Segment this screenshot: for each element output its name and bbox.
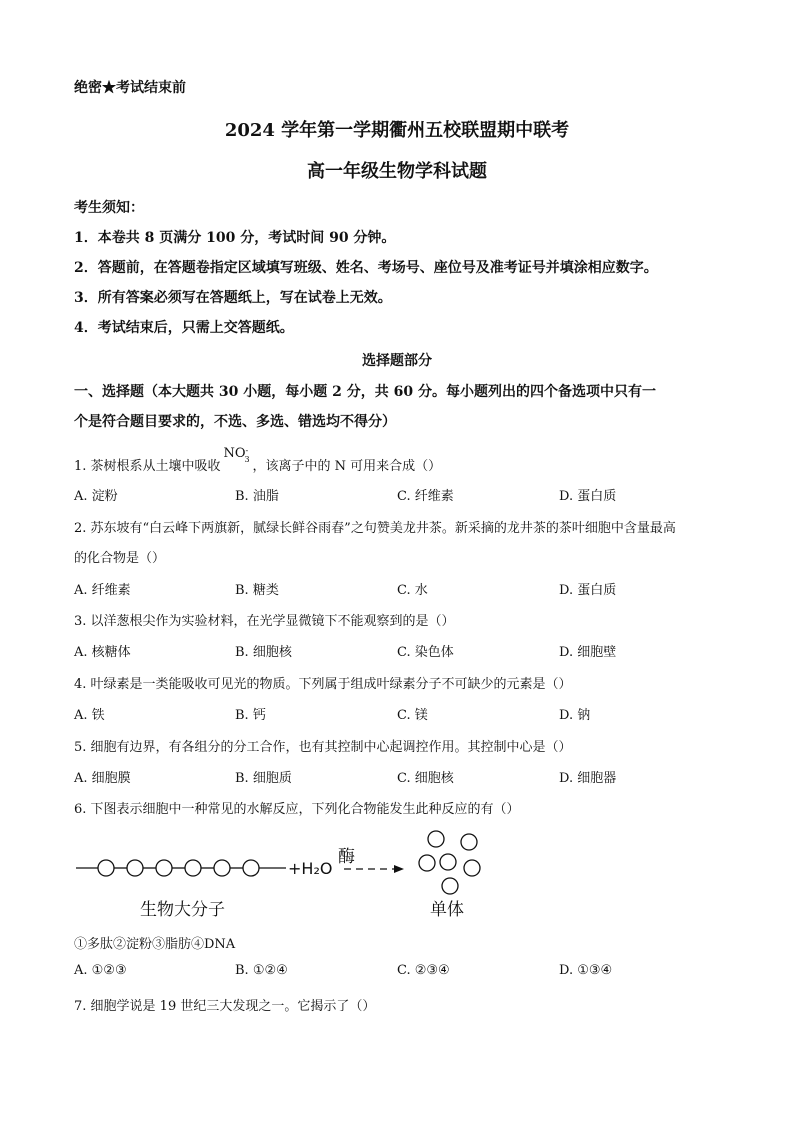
monomer-group bbox=[419, 831, 480, 894]
option-b: B. 细胞质 bbox=[235, 771, 292, 786]
option-c: C. 细胞核 bbox=[397, 771, 454, 786]
question-stem-5: 5. 细胞有边界，有各组分的分工合作，也有其控制中心起调控作用。其控制中心是（） bbox=[74, 740, 572, 755]
exam-subtitle: 高一年级生物学科试题 bbox=[307, 161, 487, 182]
reaction-arrowhead bbox=[394, 865, 404, 873]
option-d: D. 细胞器 bbox=[559, 771, 617, 786]
option-a: A. 细胞膜 bbox=[74, 771, 131, 786]
option-a: A. 纤维素 bbox=[74, 583, 131, 598]
option-d: D. ①③④ bbox=[559, 963, 613, 978]
option-a: A. 核糖体 bbox=[74, 645, 131, 660]
option-c: C. 染色体 bbox=[397, 645, 454, 660]
notice-item: 3．所有答案必须写在答题纸上，写在试卷上无效。 bbox=[74, 290, 392, 306]
nitrate-formula: NO - 3 bbox=[223, 446, 250, 464]
option-b: B. 油脂 bbox=[235, 489, 279, 504]
question-stem-2: 2. 苏东坡有“白云峰下两旗新，腻绿长鲜谷雨春”之句赞美龙井茶。新采摘的龙井茶的茶叶细胞中含量最高 bbox=[74, 521, 676, 536]
option-a: A. 铁 bbox=[74, 708, 105, 723]
confidential-label: 绝密★考试结束前 bbox=[74, 80, 186, 96]
question-stem-2-cont: 的化合物是（） bbox=[74, 551, 166, 566]
enzyme-label: 酶 bbox=[338, 847, 355, 867]
hydrolysis-diagram bbox=[74, 822, 494, 926]
section-title: 选择题部分 bbox=[362, 353, 432, 369]
water-label: +H₂O bbox=[288, 859, 333, 878]
section-instruction: 个是符合题目要求的，不选、多选、错选均不得分） bbox=[74, 414, 396, 430]
option-c: C. 水 bbox=[397, 583, 428, 598]
section-instruction: 一、选择题（本大题共 30 小题，每小题 2 分，共 60 分。每小题列出的四个备选项中只有一 bbox=[74, 384, 656, 400]
notice-item: 1．本卷共 8 页满分 100 分，考试时间 90 分钟。 bbox=[74, 230, 396, 246]
option-d: D. 钠 bbox=[559, 708, 591, 723]
option-c: C. 镁 bbox=[397, 708, 428, 723]
option-b: B. 钙 bbox=[235, 708, 266, 723]
notice-item: 2．答题前，在答题卷指定区域填写班级、姓名、考场号、座位号及准考证号并填涂相应数字。 bbox=[74, 260, 658, 276]
option-a: A. 淀粉 bbox=[74, 489, 118, 504]
option-b: B. ①②④ bbox=[235, 963, 288, 978]
option-a: A. ①②③ bbox=[74, 963, 127, 978]
question-stem-6: 6. 下图表示细胞中一种常见的水解反应，下列化合物能发生此种反应的有（） bbox=[74, 802, 520, 817]
option-c: C. 纤维素 bbox=[397, 489, 454, 504]
notice-heading: 考生须知： bbox=[74, 200, 144, 216]
notice-item: 4．考试结束后，只需上交答题纸。 bbox=[74, 320, 294, 336]
option-c: C. ②③④ bbox=[397, 963, 450, 978]
polymer-chain bbox=[76, 860, 286, 876]
exam-title: 2024 学年第一学期衢州五校联盟期中联考 bbox=[224, 120, 570, 141]
polymer-label: 生物大分子 bbox=[140, 900, 225, 920]
question-6-list: ①多肽②淀粉③脂肪④DNA bbox=[74, 937, 236, 952]
monomer-label: 单体 bbox=[430, 900, 464, 920]
option-b: B. 细胞核 bbox=[235, 645, 292, 660]
question-stem-7: 7. 细胞学说是 19 世纪三大发现之一。它揭示了（） bbox=[74, 999, 376, 1014]
option-d: D. 蛋白质 bbox=[559, 489, 617, 504]
option-b: B. 糖类 bbox=[235, 583, 279, 598]
question-stem-1 bbox=[74, 446, 442, 474]
question-stem-text: 1. 茶树根系从土壤中吸收 bbox=[74, 459, 221, 474]
option-d: D. 细胞壁 bbox=[559, 645, 617, 660]
question-stem-3: 3. 以洋葱根尖作为实验材料，在光学显微镜下不能观察到的是（） bbox=[74, 614, 455, 629]
option-d: D. 蛋白质 bbox=[559, 583, 617, 598]
question-stem-text: ，该离子中的 N 可用来合成（） bbox=[252, 459, 442, 474]
question-stem-4: 4. 叶绿素是一类能吸收可见光的物质。下列属于组成叶绿素分子不可缺少的元素是（） bbox=[74, 677, 572, 692]
